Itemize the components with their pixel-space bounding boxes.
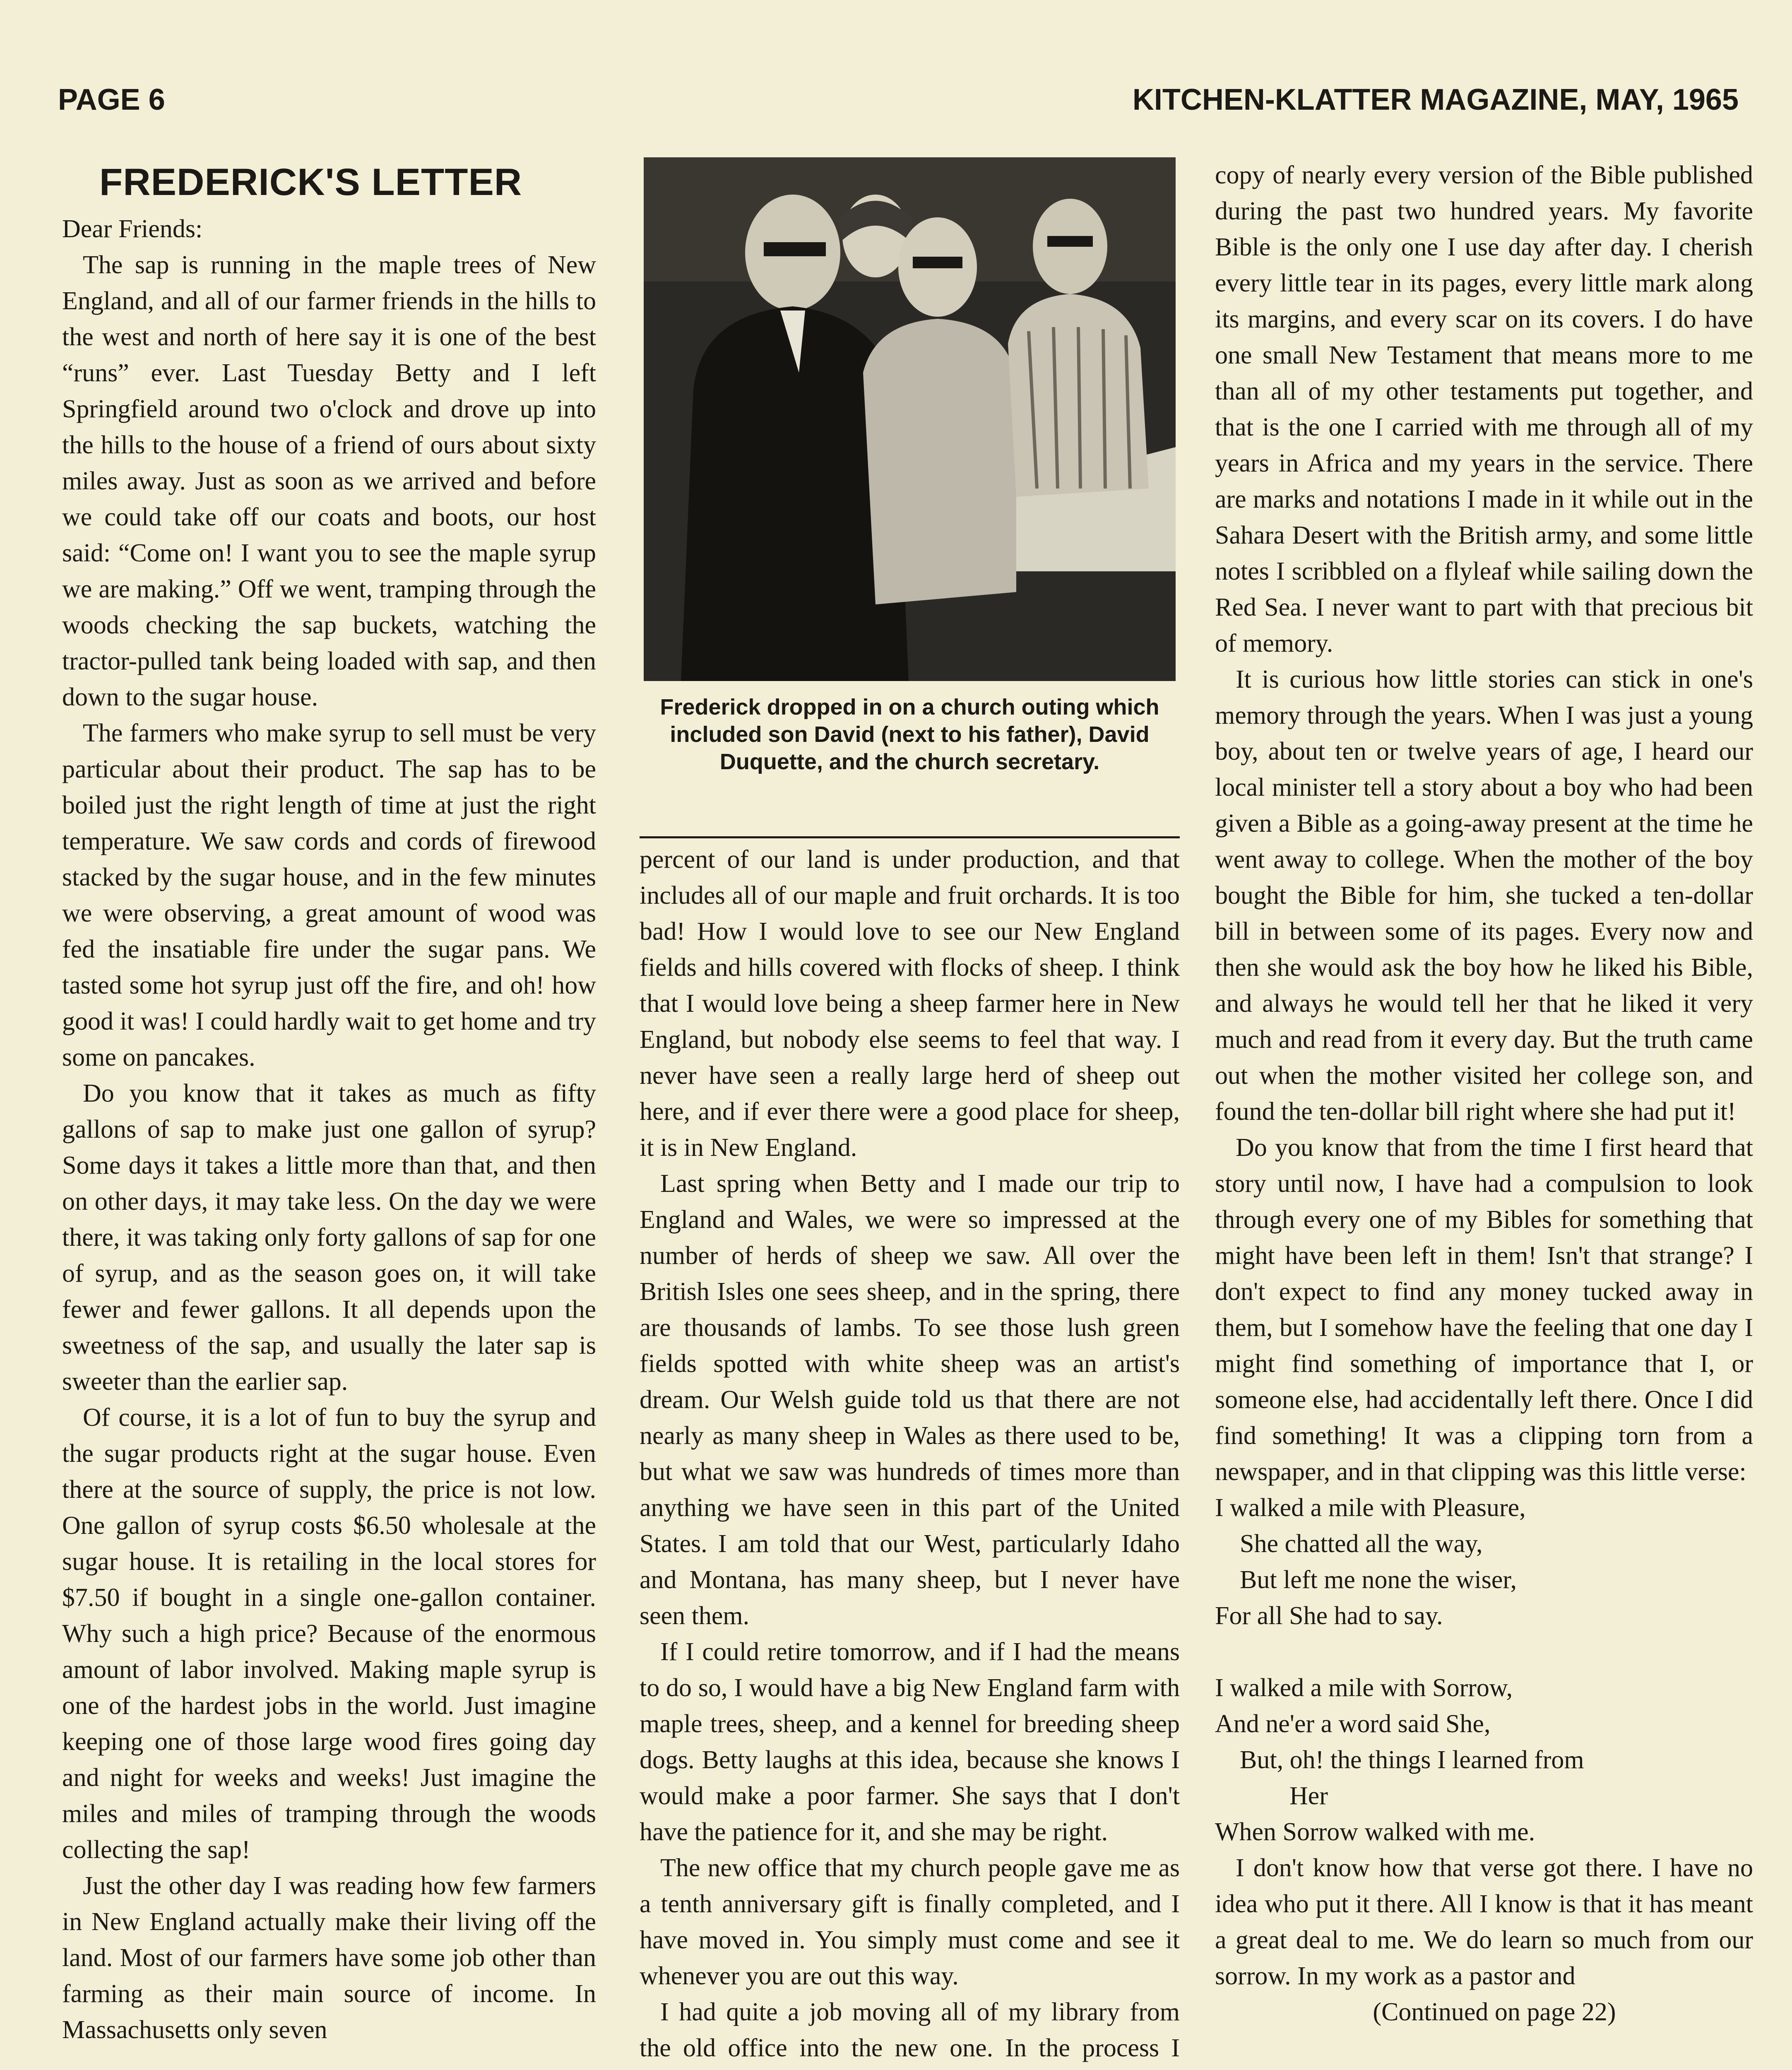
verse-line: But, oh! the things I learned from xyxy=(1240,1746,1584,1774)
continued-note: (Continued on page 22) xyxy=(1373,1998,1616,2026)
verse-stanza xyxy=(1215,1670,1753,1850)
verse xyxy=(1215,1490,1753,1850)
verse-line: I walked a mile with Pleasure, xyxy=(1215,1494,1526,1522)
paragraph: Of course, it is a lot of fun to buy the syrup and the sugar products right at the sugar house. Even there at the source of supply, the price is not low. One gallon of syrup costs $6.50 wholesale at the sugar house. It is retailing in the local stores for $7.50 if bought in a single one-gallon container. Why such a high price? Because of the enormous amount of labor involved. Making maple syrup is one of the hardest jobs in the world. Just imagine keeping one of those large wood fires going day and night for weeks and weeks! Just imagine the miles and miles of tramping through the woods collecting the sap! xyxy=(62,1403,596,1864)
article-title: FREDERICK'S LETTER xyxy=(99,161,522,203)
page-number: PAGE 6 xyxy=(58,83,165,116)
verse-line: She chatted all the way, xyxy=(1240,1530,1483,1558)
photo-caption: Frederick dropped in on a church outing which included son David (next to his father), David Duquette, and the church secretary. xyxy=(660,695,1159,774)
salutation: Dear Friends: xyxy=(62,215,203,243)
verse-line: When Sorrow walked with me. xyxy=(1215,1818,1535,1846)
group-photo xyxy=(644,157,1176,681)
verse-line: But left me none the wiser, xyxy=(1240,1566,1517,1594)
caption-divider xyxy=(640,836,1180,838)
column-1 xyxy=(62,157,596,2070)
paragraph: percent of our land is under production, and that includes all of our maple and fruit orchards. It is too bad! How I would love to see our New England fields and hills covered with flocks of sheep. I think that I would love being a sheep farmer here in New England, but nobody else seems to feel that way. I never have seen a really large herd of sheep out here, and if ever there were a good place for sheep, it is in New England. xyxy=(640,845,1180,1162)
magazine-issue: KITCHEN-KLATTER MAGAZINE, MAY, 1965 xyxy=(1132,83,1739,116)
paragraph: If I could retire tomorrow, and if I had the means to do so, I would have a big New England farm with maple trees, sheep, and a kennel for breeding sheep dogs. Betty laughs at this idea, because she knows I would make a poor farmer. She says that I don't have the patience for it, and she may be right. xyxy=(640,1638,1180,1846)
page-header xyxy=(58,83,1739,128)
verse-stanza xyxy=(1215,1490,1753,1634)
paragraph: Last spring when Betty and I made our trip to England and Wales, we were so impressed at the number of herds of sheep we saw. All over the British Isles one sees sheep, and in the spring, there are thousands of lambs. To see those lush green fields spotted with white sheep was an artist's dream. Our Welsh guide told us that there are not nearly as many sheep in Wales as there used to be, but what we saw was hundreds of times more than anything we have seen in this part of the United States. I am told that our West, particularly Idaho and Montana, has many sheep, but I never have seen them. xyxy=(640,1170,1180,1630)
paragraph: The sap is running in the maple trees of New England, and all of our farmer friends in the hills to the west and north of here say it is one of the best “runs” ever. Last Tuesday Betty and I left Springfield around two o'clock and drove up into the hills to the house of a friend of ours about sixty miles away. Just as soon as we arrived and before we could take off our coats and boots, our host said: “Come on! I want you to see the maple syrup we are making.” Off we went, tramping through the woods checking the sap buckets, watching the tractor-pulled tank being loaded with sap, and then down to the sugar house. xyxy=(62,251,596,711)
group-photo-illustration xyxy=(644,157,1176,681)
verse-line: For all She had to say. xyxy=(1215,1602,1443,1630)
paragraph: The farmers who make syrup to sell must be very particular about their product. The sap has to be boiled just the right length of time at just the right temperature. We saw cords and cords of firewood stacked by the sugar house, and in the few minutes we were observing, a great amount of wood was fed the insatiable fire under the sugar pans. We tasted some hot syrup just off the fire, and oh! how good it was! I could hardly wait to get home and try some on pancakes. xyxy=(62,719,596,1071)
paragraph: I don't know how that verse got there. I have no idea who put it there. All I know is that it has meant a great deal to me. We do learn so much from our sorrow. In my work as a pastor and xyxy=(1215,1854,1753,1990)
verse-line: Her xyxy=(1289,1782,1328,1810)
verse-line: I walked a mile with Sorrow, xyxy=(1215,1674,1513,1702)
paragraph: Just the other day I was reading how few farmers in New England actually make their living off the land. Most of our farmers have some job other than farming as their main source of income. In Massachusetts only seven xyxy=(62,1872,596,2044)
paragraph: The new office that my church people gave me as a tenth anniversary gift is finally completed, and I have moved in. You simply must come and see it whenever you are out this way. xyxy=(640,1854,1180,1990)
paragraph: Do you know that it takes as much as fifty gallons of sap to make just one gallon of syrup? Some days it takes a little more than that, and then on other days, it may take less. On the day we were there, it was taking only forty gallons of sap for one of syrup, and as the season goes on, it will take fewer and fewer gallons. It all depends upon the sweetness of the sap, and usually the later sap is sweeter than the earlier sap. xyxy=(62,1079,596,1396)
paragraph: I had quite a job moving all of my library from the old office into the new one. In the process I xyxy=(640,1998,1180,2062)
photo-block xyxy=(640,157,1180,832)
column-3 xyxy=(1215,157,1753,2070)
paragraph: Do you know that from the time I first heard that story until now, I have had a compulsion to look through every one of my Bibles for something that might have been left in them! Isn't that strange? I don't expect to find any money tucked away in them, but I somehow have the feeling that one day I might find something of importance that I, or someone else, had accidentally left there. Once I did find something! It was a clipping torn from a newspaper, and in that clipping was this little verse: xyxy=(1215,1134,1753,1486)
paragraph: It is curious how little stories can stick in one's memory through the years. When I was just a young boy, about ten or twelve years of age, I heard our local minister tell a story about a boy who had been given a Bible as a going-away present at the time he went away to college. When the mother of the boy bought the Bible for him, she tucked a ten-dollar bill in between some of its pages. Every now and then she would ask the boy how he liked his Bible, and always he would tell her that he liked it very much and read from it every day. But the truth came out when the mother visited her college son, and found the ten-dollar bill right where she had put it! xyxy=(1215,665,1753,1126)
column-2 xyxy=(640,157,1180,2070)
verse-line: And ne'er a word said She, xyxy=(1215,1710,1491,1738)
paragraph: copy of nearly every version of the Bible published during the past two hundred years. My favorite Bible is the only one I use day after day. I cherish every little tear in its pages, every little mark along its margins, and every scar on its covers. I do have one small New Testament that means more to me than all of my other testaments put together, and that is the one I carried with me through all of my years in Africa and my years in the service. There are marks and notations I made in it while out in the Sahara Desert with the British army, and some little notes I scribbled on a flyleaf while sailing down the Red Sea. I never want to part with that precious bit of memory. xyxy=(1215,161,1753,657)
